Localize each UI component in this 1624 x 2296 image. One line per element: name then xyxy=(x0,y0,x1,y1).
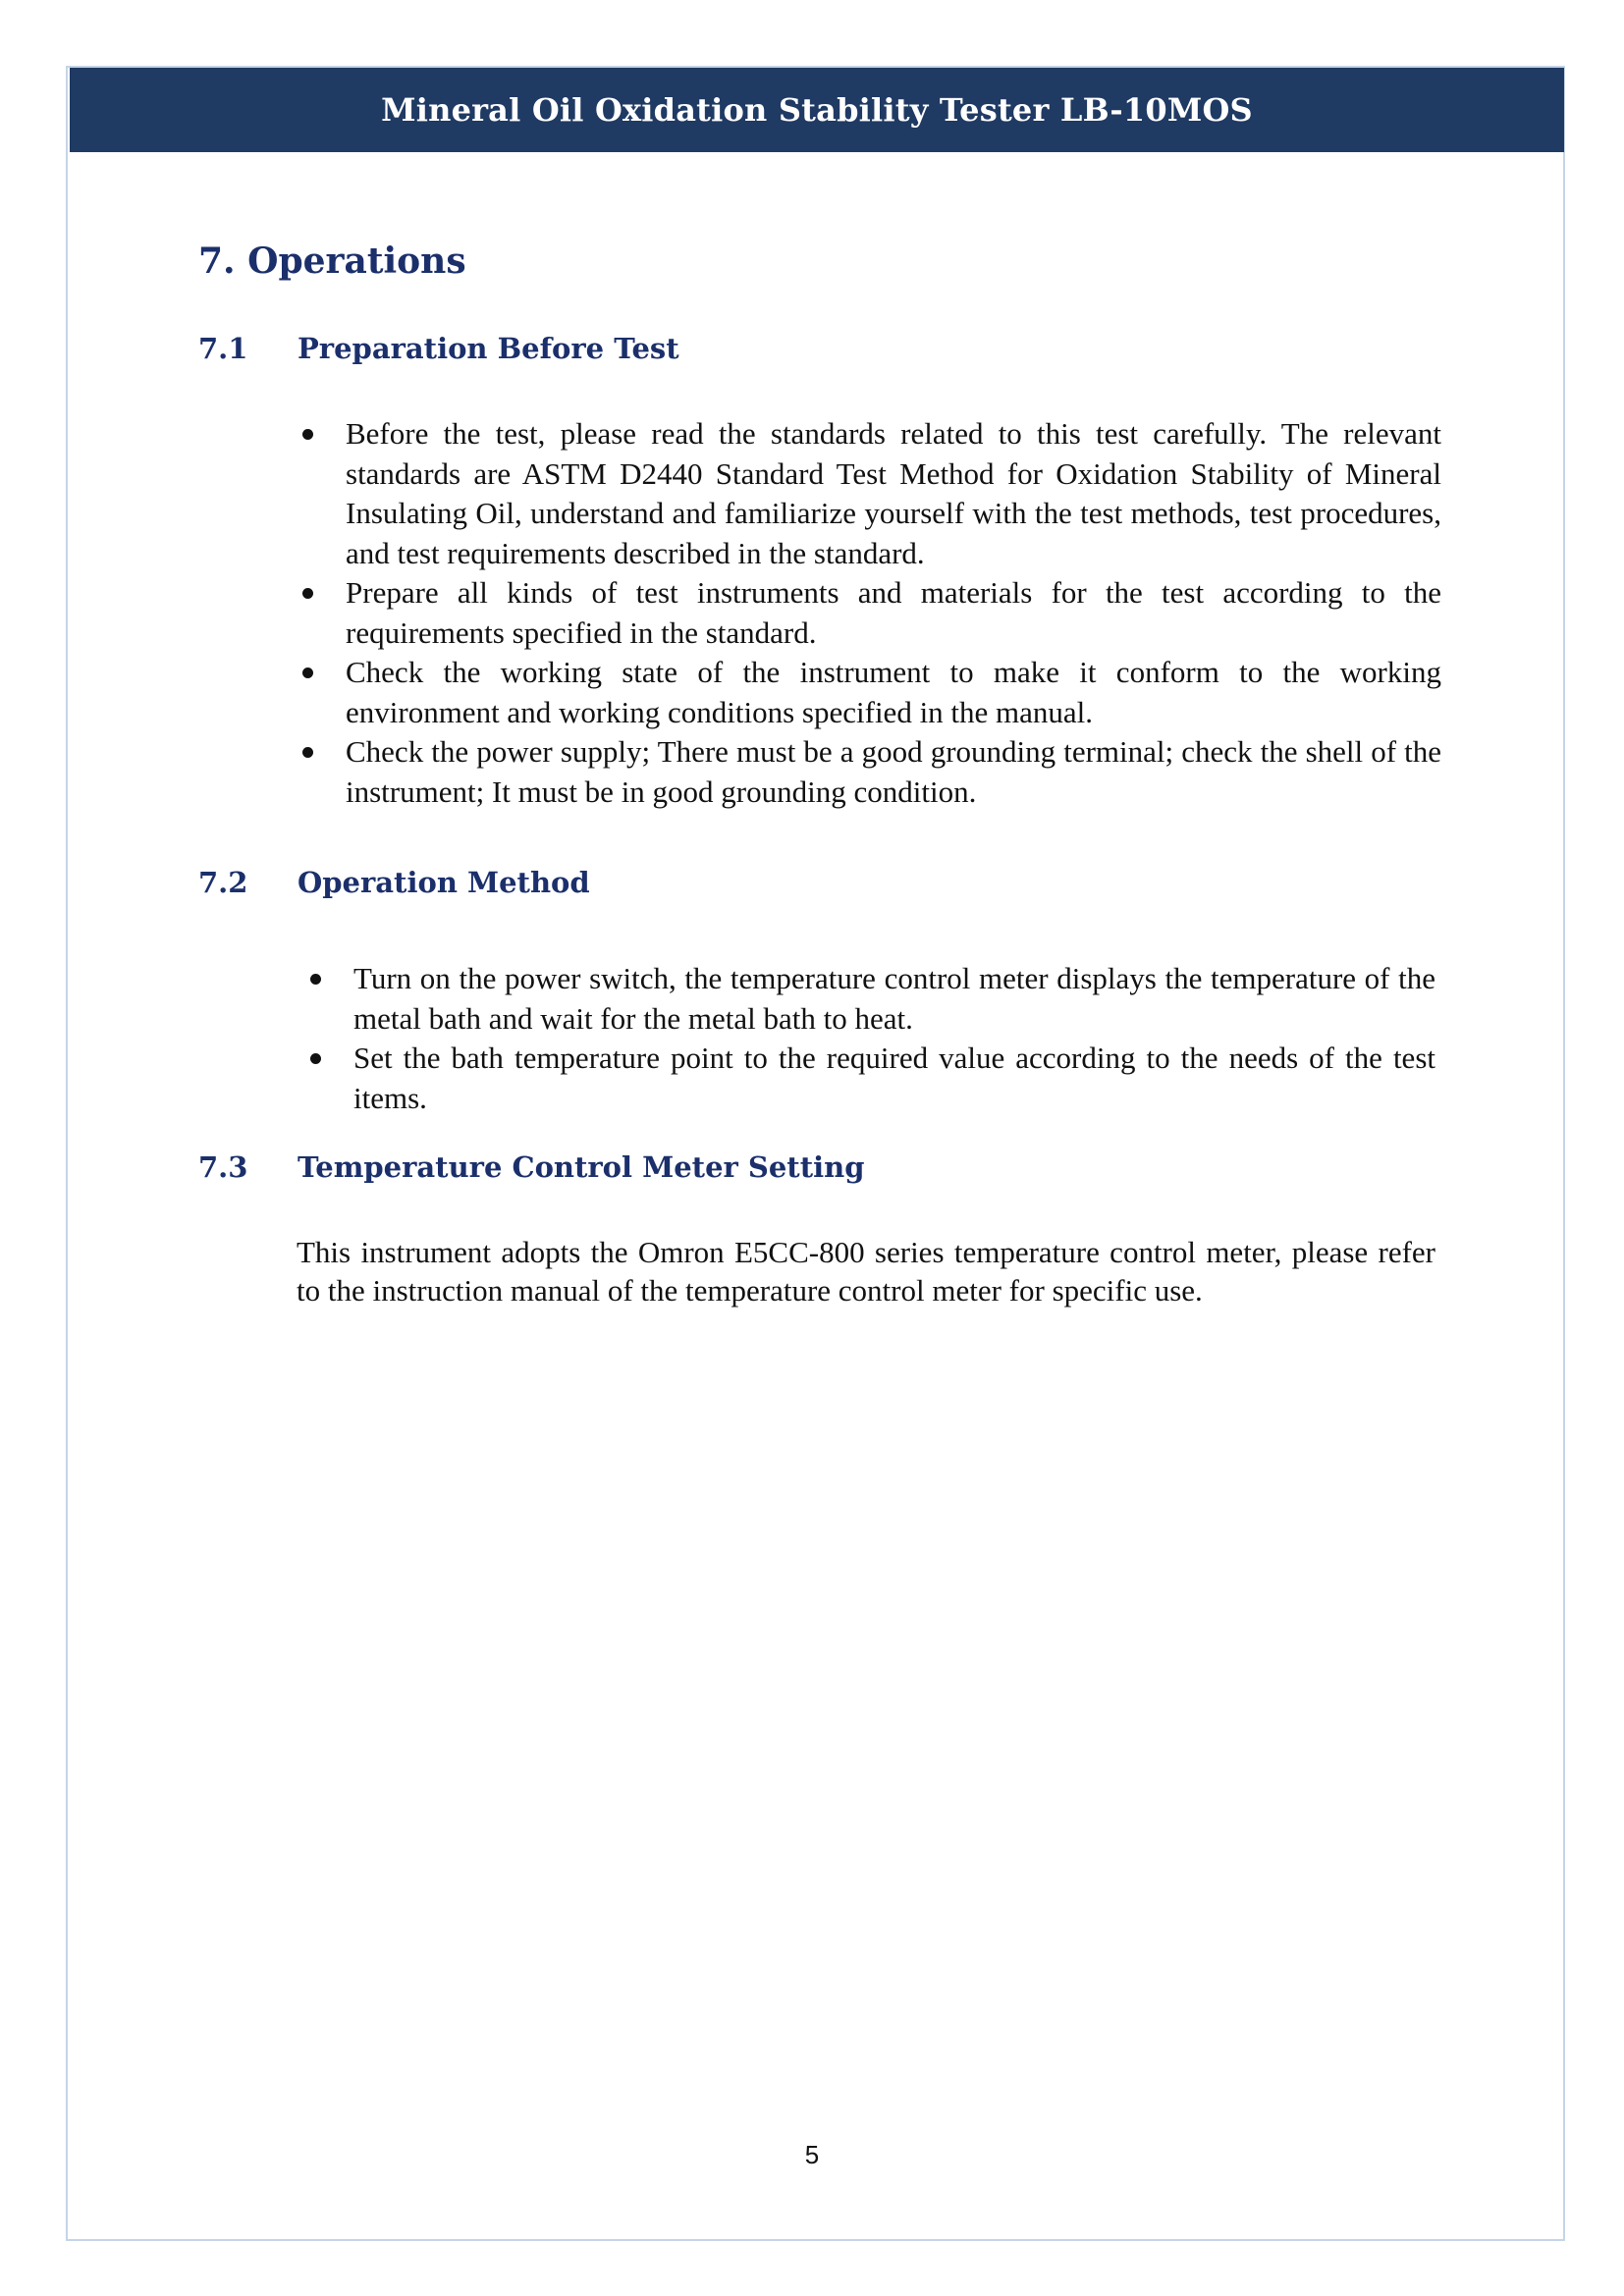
list-item xyxy=(297,414,1441,573)
section-title: Temperature Control Meter Setting xyxy=(298,1150,865,1184)
list-item xyxy=(297,653,1441,732)
temperature-meter-paragraph: This instrument adopts the Omron E5CC-800 series temperature control meter, please refer to the instruction manual of the temperature control meter for specific use. xyxy=(297,1235,1435,1308)
chapter-title: 7. Operations xyxy=(198,240,466,282)
list-item xyxy=(297,732,1441,812)
list-item-text: Check the working state of the instrument to make it conform to the working environment and working conditions specified in the manual. xyxy=(346,655,1441,729)
section-number: 7.1 xyxy=(198,332,248,365)
bullet-icon xyxy=(310,974,321,985)
document-title: Mineral Oil Oxidation Stability Tester LB-10MOS xyxy=(381,91,1253,129)
list-item xyxy=(304,959,1435,1039)
section-title: Operation Method xyxy=(298,866,590,899)
bullet-icon xyxy=(302,747,313,758)
bullet-icon xyxy=(302,667,313,678)
list-item-text: Prepare all kinds of test instruments and materials for the test according to the requirements specified in the standard. xyxy=(346,575,1441,650)
section-number: 7.2 xyxy=(198,866,248,899)
section-heading-7-2 xyxy=(198,866,590,899)
list-item-text: Turn on the power switch, the temperature control meter displays the temperature of the metal bath and wait for the metal bath to heat. xyxy=(353,961,1435,1036)
list-item xyxy=(297,573,1441,653)
section-heading-7-1 xyxy=(198,332,679,365)
list-item-text: Set the bath temperature point to the required value according to the needs of the test items. xyxy=(353,1041,1435,1115)
page-number: 5 xyxy=(804,2140,820,2169)
preparation-list xyxy=(297,414,1441,812)
section-heading-7-3 xyxy=(198,1150,864,1184)
section-title: Preparation Before Test xyxy=(298,332,679,365)
bullet-icon xyxy=(302,429,313,440)
bullet-icon xyxy=(310,1053,321,1064)
bullet-icon xyxy=(302,588,313,599)
list-item-text: Check the power supply; There must be a good grounding terminal; check the shell of the instrument; It must be in good grounding condition. xyxy=(346,734,1441,809)
section-number: 7.3 xyxy=(198,1150,248,1184)
document-header xyxy=(70,68,1564,152)
list-item-text: Before the test, please read the standards related to this test carefully. The relevant standards are ASTM D2440 Standard Test Method for Oxidation Stability of Mineral Insulating Oil, understand and familiarize yourself with the test methods, test procedures, and test requirements described in the standard. xyxy=(346,416,1441,570)
operation-method-list xyxy=(304,959,1435,1118)
list-item xyxy=(304,1039,1435,1118)
